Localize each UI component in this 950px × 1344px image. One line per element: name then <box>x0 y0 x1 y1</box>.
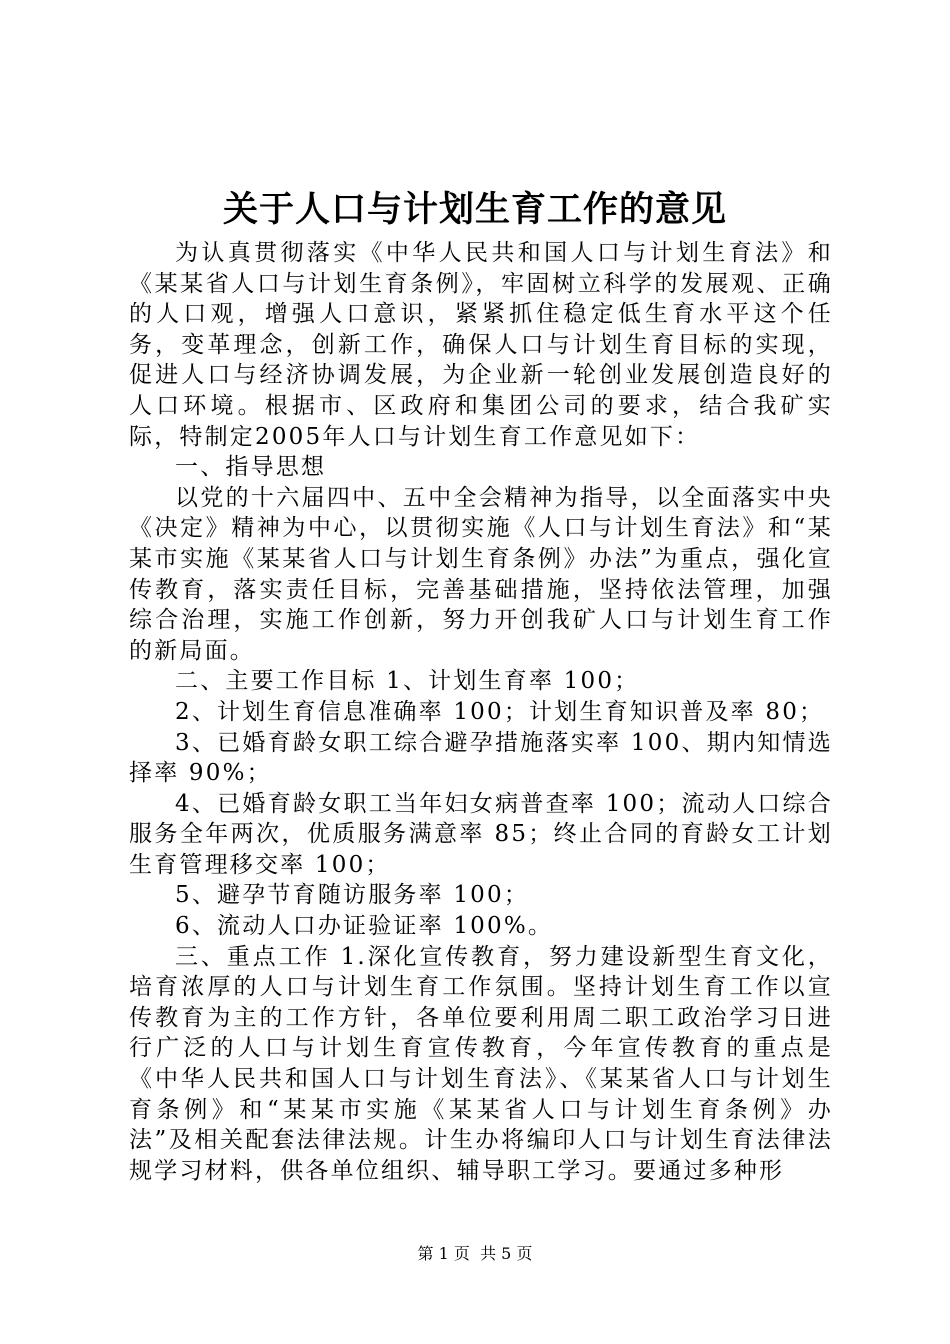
goal-item-6: 6、流动人口办证验证率 100%。 <box>175 913 554 940</box>
key-work-paragraph: 三、重点工作 1.深化宣传教育，努力建设新型生育文化，培育浓厚的人口与计划生育工作氛围。坚持计划生育工作以宣传教育为主的工作方针，各单位要利用周二职工政治学习日进行广泛的人口与计划生育宣传教育，今年宣传教育的重点是《中华人民共和国人口与计划生育法》、《某某省人口与计划生育条例》和“某某市实施《某某省人口与计划生育条例》办法”及相关配套法律法规。计生办将编印人口与计划生育法律法规学习材料，供各单位组织、辅导职工学习。要通过多种形 <box>129 943 833 1184</box>
guiding-thought-paragraph: 以党的十六届四中、五中全会精神为指导，以全面落实中央《决定》精神为中心，以贯彻实施《人口与计划生育法》和“某某市实施《某某省人口与计划生育条例》办法”为重点，强化宣传教育，落实责任目标，完善基础措施，坚持依法管理，加强综合治理，实施工作创新，努力开创我矿人口与计划生育工作的新局面。 <box>129 484 833 664</box>
page-total: 共 5 页 <box>480 1244 533 1263</box>
section-heading-guiding-thought: 一、指导思想 <box>175 454 327 481</box>
goal-item-5: 5、避孕节育随访服务率 100； <box>175 882 530 909</box>
goal-item-2: 2、计划生育信息准确率 100；计划生育知识普及率 80； <box>175 698 825 725</box>
goal-item-1: 二、主要工作目标 1、计划生育率 100； <box>175 668 640 695</box>
page-footer <box>0 1243 950 1265</box>
intro-paragraph: 为认真贯彻落实《中华人民共和国人口与计划生育法》和《某某省人口与计划生育条例》，牢固树立科学的发展观、正确的人口观，增强人口意识，紧紧抓住稳定低生育水平这个任务，变革理念，创新工作，确保人口与计划生育目标的实现，促进人口与经济协调发展，为企业新一轮创业发展创造良好的人口环境。根据市、区政府和集团公司的要求，结合我矿实际，特制定2005年人口与计划生育工作意见如下： <box>129 240 833 450</box>
document-title: 关于人口与计划生育工作的意见 <box>222 189 727 230</box>
page-number: 第 1 页 <box>417 1244 470 1263</box>
goal-item-3: 3、已婚育龄女职工综合避孕措施落实率 100、期内知情选择率 90%； <box>129 729 833 787</box>
goal-item-4: 4、已婚育龄女职工当年妇女病普查率 100；流动人口综合服务全年两次，优质服务满意率 85；终止合同的育龄女工计划生育管理移交率 100； <box>129 790 833 878</box>
document-body <box>129 238 833 1186</box>
